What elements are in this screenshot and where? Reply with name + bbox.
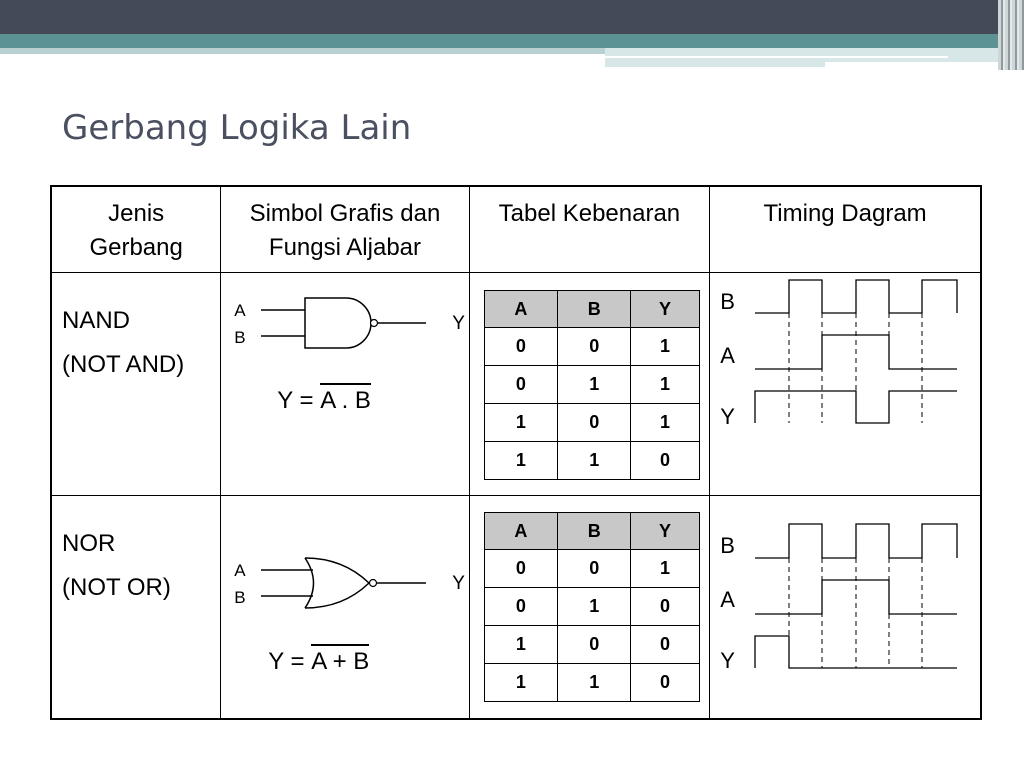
truth-cell: 0	[558, 625, 631, 663]
boolean-expression	[268, 648, 369, 676]
header-gate-type-label: Jenis Gerbang	[89, 200, 183, 261]
table-row	[51, 272, 981, 495]
logic-gate-table	[50, 185, 982, 720]
truth-cell: 1	[631, 403, 699, 441]
truth-row	[484, 441, 699, 479]
truth-cell: 0	[484, 365, 557, 403]
timing-label-b: B	[720, 532, 735, 558]
timing-label-a: A	[720, 586, 735, 612]
truth-cell: 0	[558, 403, 631, 441]
gate-description: (NOT OR)	[62, 573, 171, 601]
truth-cell: 1	[631, 327, 699, 365]
header-truth-table-label: Tabel Kebenaran	[498, 200, 681, 227]
truth-header-b: B	[558, 512, 631, 549]
header-timing	[710, 186, 981, 272]
timing-diagram	[710, 273, 982, 495]
gate-name: NAND	[62, 306, 131, 334]
table-row	[51, 495, 981, 719]
truth-row	[484, 365, 699, 403]
negation-bar	[311, 644, 369, 646]
truth-header-y: Y	[631, 290, 699, 327]
input-b-label: B	[234, 587, 246, 607]
truth-cell: 1	[558, 441, 631, 479]
boolean-expression	[277, 387, 371, 415]
timing-label-a: A	[720, 342, 735, 368]
expression-left: Y =	[268, 647, 312, 675]
expression-right: A . B	[320, 386, 371, 414]
truth-cell: 1	[484, 403, 557, 441]
truth-table	[484, 512, 700, 702]
truth-cell: 1	[631, 365, 699, 403]
truth-header-a: A	[484, 512, 557, 549]
symbol-cell	[221, 495, 469, 719]
truth-row	[484, 625, 699, 663]
header-teal-band	[0, 34, 1000, 48]
input-a-label: A	[234, 560, 246, 580]
truth-header-y: Y	[631, 512, 699, 549]
truth-header-a: A	[484, 290, 557, 327]
input-b-label: B	[234, 327, 246, 347]
truth-cell: 0	[631, 441, 699, 479]
input-a-label: A	[234, 300, 246, 320]
truth-table-cell	[469, 495, 710, 719]
truth-header-b: B	[558, 290, 631, 327]
truth-table-cell	[469, 272, 710, 495]
timing-label-y: Y	[720, 647, 735, 673]
output-y-label: Y	[452, 572, 465, 594]
header-stripes	[998, 0, 1024, 70]
header-white-line	[605, 56, 948, 58]
gate-type-cell	[51, 272, 221, 495]
header-light-band-lower	[605, 62, 825, 67]
gate-type-cell	[51, 495, 221, 719]
header-light-band-right	[605, 48, 1000, 62]
expression-left: Y =	[277, 386, 321, 414]
output-y-label: Y	[452, 312, 465, 334]
truth-header-row	[484, 512, 699, 549]
timing-cell	[710, 495, 981, 719]
gate-name: NOR	[62, 529, 116, 557]
truth-row	[484, 403, 699, 441]
truth-cell: 1	[558, 587, 631, 625]
truth-cell: 1	[484, 663, 557, 701]
truth-cell: 0	[484, 327, 557, 365]
truth-cell: 1	[484, 441, 557, 479]
truth-cell: 0	[631, 663, 699, 701]
truth-row	[484, 549, 699, 587]
truth-table	[484, 290, 700, 480]
timing-cell	[710, 272, 981, 495]
truth-row	[484, 587, 699, 625]
header-truth-table	[469, 186, 710, 272]
truth-cell: 1	[484, 625, 557, 663]
truth-cell: 1	[631, 549, 699, 587]
timing-diagram	[710, 496, 982, 718]
page-title: Gerbang Logika Lain	[62, 108, 412, 148]
timing-label-b: B	[720, 288, 735, 314]
truth-cell: 1	[558, 365, 631, 403]
gate-description: (NOT AND)	[62, 350, 185, 378]
truth-cell: 1	[558, 663, 631, 701]
nor-gate-symbol	[221, 496, 470, 718]
header-gate-type	[51, 186, 221, 272]
header-timing-label: Timing Dagram	[763, 200, 927, 227]
header-band	[0, 0, 1024, 34]
negation-bar	[320, 383, 371, 385]
expression-negated	[311, 648, 369, 676]
header-light-band	[0, 48, 605, 54]
timing-label-y: Y	[720, 403, 735, 429]
truth-row	[484, 663, 699, 701]
truth-row	[484, 327, 699, 365]
truth-cell: 0	[558, 327, 631, 365]
symbol-cell	[221, 272, 469, 495]
truth-header-row	[484, 290, 699, 327]
table-header-row	[51, 186, 981, 272]
expression-right: A + B	[311, 647, 370, 675]
truth-cell: 0	[484, 549, 557, 587]
truth-cell: 0	[558, 549, 631, 587]
truth-cell: 0	[631, 625, 699, 663]
header-symbol	[221, 186, 469, 272]
header-symbol-label: Simbol Grafis dan Fungsi Aljabar	[249, 200, 441, 261]
truth-cell: 0	[484, 587, 557, 625]
expression-negated	[320, 387, 371, 415]
truth-cell: 0	[631, 587, 699, 625]
